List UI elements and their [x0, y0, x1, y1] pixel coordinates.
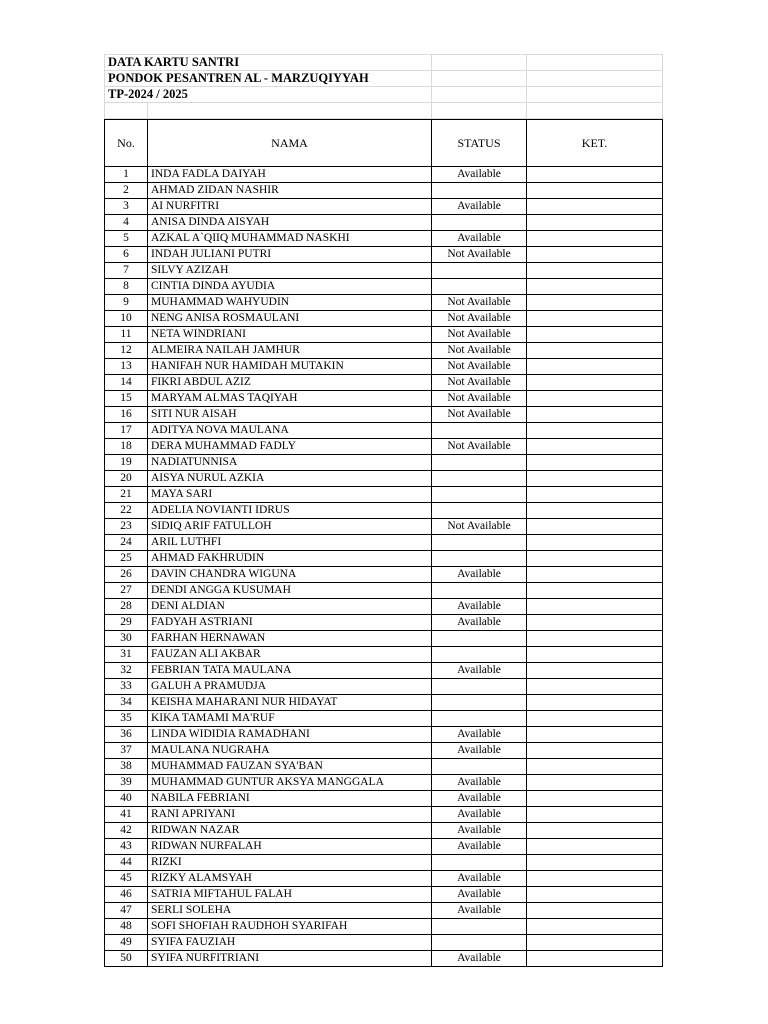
row-nama: AZKAL A`QIIQ MUHAMMAD NASKHI	[148, 231, 432, 247]
row-status	[432, 583, 527, 599]
row-no: 16	[105, 407, 148, 423]
row-status: Available	[432, 663, 527, 679]
row-ket	[527, 807, 663, 823]
row-status	[432, 919, 527, 935]
row-status	[432, 695, 527, 711]
header-block	[104, 54, 663, 119]
table-row	[105, 903, 663, 919]
row-no: 26	[105, 567, 148, 583]
row-no: 37	[105, 743, 148, 759]
row-no: 35	[105, 711, 148, 727]
col-header-no: No.	[105, 120, 148, 167]
row-no: 17	[105, 423, 148, 439]
row-no: 20	[105, 471, 148, 487]
row-status: Available	[432, 167, 527, 183]
row-nama: INDA FADLA DAIYAH	[148, 167, 432, 183]
row-ket	[527, 471, 663, 487]
row-no: 12	[105, 343, 148, 359]
row-status	[432, 855, 527, 871]
row-nama: FEBRIAN TATA MAULANA	[148, 663, 432, 679]
row-ket	[527, 663, 663, 679]
row-nama: SATRIA MIFTAHUL FALAH	[148, 887, 432, 903]
row-no: 39	[105, 775, 148, 791]
row-status: Available	[432, 871, 527, 887]
table-row	[105, 263, 663, 279]
table-row	[105, 423, 663, 439]
row-status: Not Available	[432, 519, 527, 535]
table-row	[105, 311, 663, 327]
row-ket	[527, 455, 663, 471]
row-ket	[527, 903, 663, 919]
row-status: Available	[432, 887, 527, 903]
row-status: Available	[432, 775, 527, 791]
table-row	[105, 407, 663, 423]
col-header-status: STATUS	[432, 120, 527, 167]
row-status	[432, 487, 527, 503]
row-ket	[527, 247, 663, 263]
table-row	[105, 759, 663, 775]
row-nama: SIDIQ ARIF FATULLOH	[148, 519, 432, 535]
table-row	[105, 887, 663, 903]
institution-name: PONDOK PESANTREN AL - MARZUQIYYAH	[105, 71, 432, 87]
row-ket	[527, 407, 663, 423]
table-row	[105, 775, 663, 791]
row-nama: FIKRI ABDUL AZIZ	[148, 375, 432, 391]
col-header-nama: NAMA	[148, 120, 432, 167]
row-nama: MUHAMMAD WAHYUDIN	[148, 295, 432, 311]
row-ket	[527, 919, 663, 935]
row-ket	[527, 231, 663, 247]
row-status: Not Available	[432, 327, 527, 343]
row-status: Not Available	[432, 407, 527, 423]
table-row	[105, 535, 663, 551]
table-row	[105, 951, 663, 967]
row-ket	[527, 183, 663, 199]
row-no: 21	[105, 487, 148, 503]
row-ket	[527, 791, 663, 807]
row-no: 6	[105, 247, 148, 263]
row-no: 31	[105, 647, 148, 663]
row-no: 14	[105, 375, 148, 391]
row-status	[432, 471, 527, 487]
table-row	[105, 375, 663, 391]
row-ket	[527, 951, 663, 967]
row-nama: FARHAN HERNAWAN	[148, 631, 432, 647]
row-status	[432, 759, 527, 775]
row-nama: DAVIN CHANDRA WIGUNA	[148, 567, 432, 583]
row-nama: MAULANA NUGRAHA	[148, 743, 432, 759]
row-ket	[527, 215, 663, 231]
row-status	[432, 535, 527, 551]
row-status	[432, 503, 527, 519]
row-no: 48	[105, 919, 148, 935]
row-ket	[527, 695, 663, 711]
row-ket	[527, 599, 663, 615]
row-no: 47	[105, 903, 148, 919]
row-no: 25	[105, 551, 148, 567]
row-nama: ANISA DINDA AISYAH	[148, 215, 432, 231]
row-status: Available	[432, 567, 527, 583]
table-row	[105, 215, 663, 231]
table-row	[105, 471, 663, 487]
row-ket	[527, 551, 663, 567]
row-status: Not Available	[432, 439, 527, 455]
row-status: Available	[432, 231, 527, 247]
row-nama: FAUZAN ALI AKBAR	[148, 647, 432, 663]
row-nama: GALUH A PRAMUDJA	[148, 679, 432, 695]
table-row	[105, 487, 663, 503]
spreadsheet	[104, 54, 663, 967]
row-no: 23	[105, 519, 148, 535]
row-no: 24	[105, 535, 148, 551]
row-no: 11	[105, 327, 148, 343]
row-no: 32	[105, 663, 148, 679]
table-row	[105, 871, 663, 887]
table-row	[105, 615, 663, 631]
row-nama: HANIFAH NUR HAMIDAH MUTAKIN	[148, 359, 432, 375]
row-ket	[527, 295, 663, 311]
row-ket	[527, 487, 663, 503]
row-no: 2	[105, 183, 148, 199]
row-status	[432, 647, 527, 663]
row-nama: RANI APRIYANI	[148, 807, 432, 823]
row-status: Not Available	[432, 247, 527, 263]
row-status: Available	[432, 807, 527, 823]
row-no: 8	[105, 279, 148, 295]
row-ket	[527, 855, 663, 871]
table-row	[105, 727, 663, 743]
row-status	[432, 423, 527, 439]
table-row	[105, 791, 663, 807]
row-ket	[527, 743, 663, 759]
row-ket	[527, 343, 663, 359]
row-no: 19	[105, 455, 148, 471]
row-no: 27	[105, 583, 148, 599]
academic-year: TP-2024 / 2025	[105, 87, 432, 103]
table-row	[105, 583, 663, 599]
row-ket	[527, 711, 663, 727]
table-row	[105, 631, 663, 647]
row-no: 33	[105, 679, 148, 695]
col-header-ket: KET.	[527, 120, 663, 167]
row-status: Not Available	[432, 295, 527, 311]
row-no: 40	[105, 791, 148, 807]
row-nama: LINDA WIDIDIA RAMADHANI	[148, 727, 432, 743]
table-row	[105, 359, 663, 375]
row-ket	[527, 167, 663, 183]
row-ket	[527, 503, 663, 519]
row-ket	[527, 935, 663, 951]
table-row	[105, 503, 663, 519]
row-no: 46	[105, 887, 148, 903]
table-row	[105, 855, 663, 871]
row-status: Available	[432, 615, 527, 631]
row-ket	[527, 823, 663, 839]
row-nama: ADELIA NOVIANTI IDRUS	[148, 503, 432, 519]
row-nama: AHMAD ZIDAN NASHIR	[148, 183, 432, 199]
table-row	[105, 567, 663, 583]
table-row	[105, 695, 663, 711]
row-nama: AISYA NURUL AZKIA	[148, 471, 432, 487]
table-row	[105, 343, 663, 359]
table-row	[105, 679, 663, 695]
row-nama: ALMEIRA NAILAH JAMHUR	[148, 343, 432, 359]
row-no: 42	[105, 823, 148, 839]
row-nama: DENI ALDIAN	[148, 599, 432, 615]
row-no: 45	[105, 871, 148, 887]
row-status: Available	[432, 727, 527, 743]
row-no: 5	[105, 231, 148, 247]
table-row	[105, 247, 663, 263]
row-nama: SYIFA FAUZIAH	[148, 935, 432, 951]
row-ket	[527, 871, 663, 887]
table-row	[105, 199, 663, 215]
row-ket	[527, 759, 663, 775]
row-status: Available	[432, 951, 527, 967]
table-row	[105, 551, 663, 567]
table-row	[105, 919, 663, 935]
row-nama: DERA MUHAMMAD FADLY	[148, 439, 432, 455]
row-nama: SERLI SOLEHA	[148, 903, 432, 919]
row-no: 30	[105, 631, 148, 647]
row-ket	[527, 279, 663, 295]
row-no: 44	[105, 855, 148, 871]
row-no: 43	[105, 839, 148, 855]
row-no: 10	[105, 311, 148, 327]
row-nama: NENG ANISA ROSMAULANI	[148, 311, 432, 327]
row-status: Available	[432, 599, 527, 615]
row-status: Available	[432, 743, 527, 759]
row-status: Available	[432, 903, 527, 919]
row-nama: MUHAMMAD GUNTUR AKSYA MANGGALA	[148, 775, 432, 791]
row-nama: FADYAH ASTRIANI	[148, 615, 432, 631]
table-header-row	[105, 120, 663, 167]
row-ket	[527, 631, 663, 647]
row-no: 4	[105, 215, 148, 231]
row-ket	[527, 839, 663, 855]
row-nama: CINTIA DINDA AYUDIA	[148, 279, 432, 295]
row-ket	[527, 519, 663, 535]
row-no: 7	[105, 263, 148, 279]
row-ket	[527, 615, 663, 631]
row-nama: MUHAMMAD FAUZAN SYA'BAN	[148, 759, 432, 775]
row-ket	[527, 887, 663, 903]
row-nama: AI NURFITRI	[148, 199, 432, 215]
table-row	[105, 839, 663, 855]
row-status: Available	[432, 199, 527, 215]
table-row	[105, 935, 663, 951]
row-status	[432, 679, 527, 695]
document-title: DATA KARTU SANTRI	[105, 55, 432, 71]
row-ket	[527, 311, 663, 327]
row-nama: INDAH JULIANI PUTRI	[148, 247, 432, 263]
row-ket	[527, 679, 663, 695]
row-nama: SITI NUR AISAH	[148, 407, 432, 423]
row-nama: KEISHA MAHARANI NUR HIDAYAT	[148, 695, 432, 711]
row-no: 15	[105, 391, 148, 407]
row-status	[432, 551, 527, 567]
row-status: Not Available	[432, 391, 527, 407]
row-status	[432, 935, 527, 951]
row-nama: DENDI ANGGA KUSUMAH	[148, 583, 432, 599]
table-row	[105, 167, 663, 183]
table-row	[105, 711, 663, 727]
table-row	[105, 439, 663, 455]
row-status: Not Available	[432, 359, 527, 375]
row-ket	[527, 535, 663, 551]
row-status	[432, 183, 527, 199]
table-row	[105, 391, 663, 407]
row-nama: ADITYA NOVA MAULANA	[148, 423, 432, 439]
row-nama: SYIFA NURFITRIANI	[148, 951, 432, 967]
row-status: Available	[432, 791, 527, 807]
row-no: 18	[105, 439, 148, 455]
row-status: Not Available	[432, 311, 527, 327]
row-nama: RIZKI	[148, 855, 432, 871]
row-nama: NETA WINDRIANI	[148, 327, 432, 343]
row-nama: RIDWAN NAZAR	[148, 823, 432, 839]
row-ket	[527, 327, 663, 343]
row-ket	[527, 567, 663, 583]
row-status	[432, 263, 527, 279]
row-status	[432, 455, 527, 471]
row-no: 22	[105, 503, 148, 519]
table-row	[105, 455, 663, 471]
row-no: 28	[105, 599, 148, 615]
table-row	[105, 743, 663, 759]
table-row	[105, 231, 663, 247]
row-status	[432, 711, 527, 727]
student-table	[104, 119, 663, 967]
row-nama: MARYAM ALMAS TAQIYAH	[148, 391, 432, 407]
table-row	[105, 279, 663, 295]
row-status: Available	[432, 823, 527, 839]
row-nama: ARIL LUTHFI	[148, 535, 432, 551]
row-ket	[527, 199, 663, 215]
row-nama: KIKA TAMAMI MA'RUF	[148, 711, 432, 727]
row-ket	[527, 583, 663, 599]
row-status: Available	[432, 839, 527, 855]
table-row	[105, 519, 663, 535]
row-ket	[527, 359, 663, 375]
row-no: 34	[105, 695, 148, 711]
row-status	[432, 279, 527, 295]
table-row	[105, 295, 663, 311]
row-no: 36	[105, 727, 148, 743]
table-row	[105, 663, 663, 679]
row-no: 3	[105, 199, 148, 215]
row-ket	[527, 647, 663, 663]
table-row	[105, 647, 663, 663]
row-ket	[527, 263, 663, 279]
row-status: Not Available	[432, 375, 527, 391]
row-no: 38	[105, 759, 148, 775]
table-row	[105, 823, 663, 839]
row-status: Not Available	[432, 343, 527, 359]
row-nama: NABILA FEBRIANI	[148, 791, 432, 807]
row-no: 41	[105, 807, 148, 823]
row-no: 50	[105, 951, 148, 967]
row-ket	[527, 375, 663, 391]
table-row	[105, 183, 663, 199]
row-no: 49	[105, 935, 148, 951]
row-nama: MAYA SARI	[148, 487, 432, 503]
row-ket	[527, 439, 663, 455]
row-ket	[527, 391, 663, 407]
row-no: 1	[105, 167, 148, 183]
row-nama: SOFI SHOFIAH RAUDHOH SYARIFAH	[148, 919, 432, 935]
row-status	[432, 215, 527, 231]
row-no: 13	[105, 359, 148, 375]
row-nama: RIZKY ALAMSYAH	[148, 871, 432, 887]
table-row	[105, 599, 663, 615]
row-ket	[527, 775, 663, 791]
row-nama: AHMAD FAKHRUDIN	[148, 551, 432, 567]
row-status	[432, 631, 527, 647]
row-no: 9	[105, 295, 148, 311]
row-no: 29	[105, 615, 148, 631]
row-nama: SILVY AZIZAH	[148, 263, 432, 279]
row-nama: NADIATUNNISA	[148, 455, 432, 471]
table-row	[105, 807, 663, 823]
row-ket	[527, 423, 663, 439]
table-row	[105, 327, 663, 343]
row-nama: RIDWAN NURFALAH	[148, 839, 432, 855]
row-ket	[527, 727, 663, 743]
